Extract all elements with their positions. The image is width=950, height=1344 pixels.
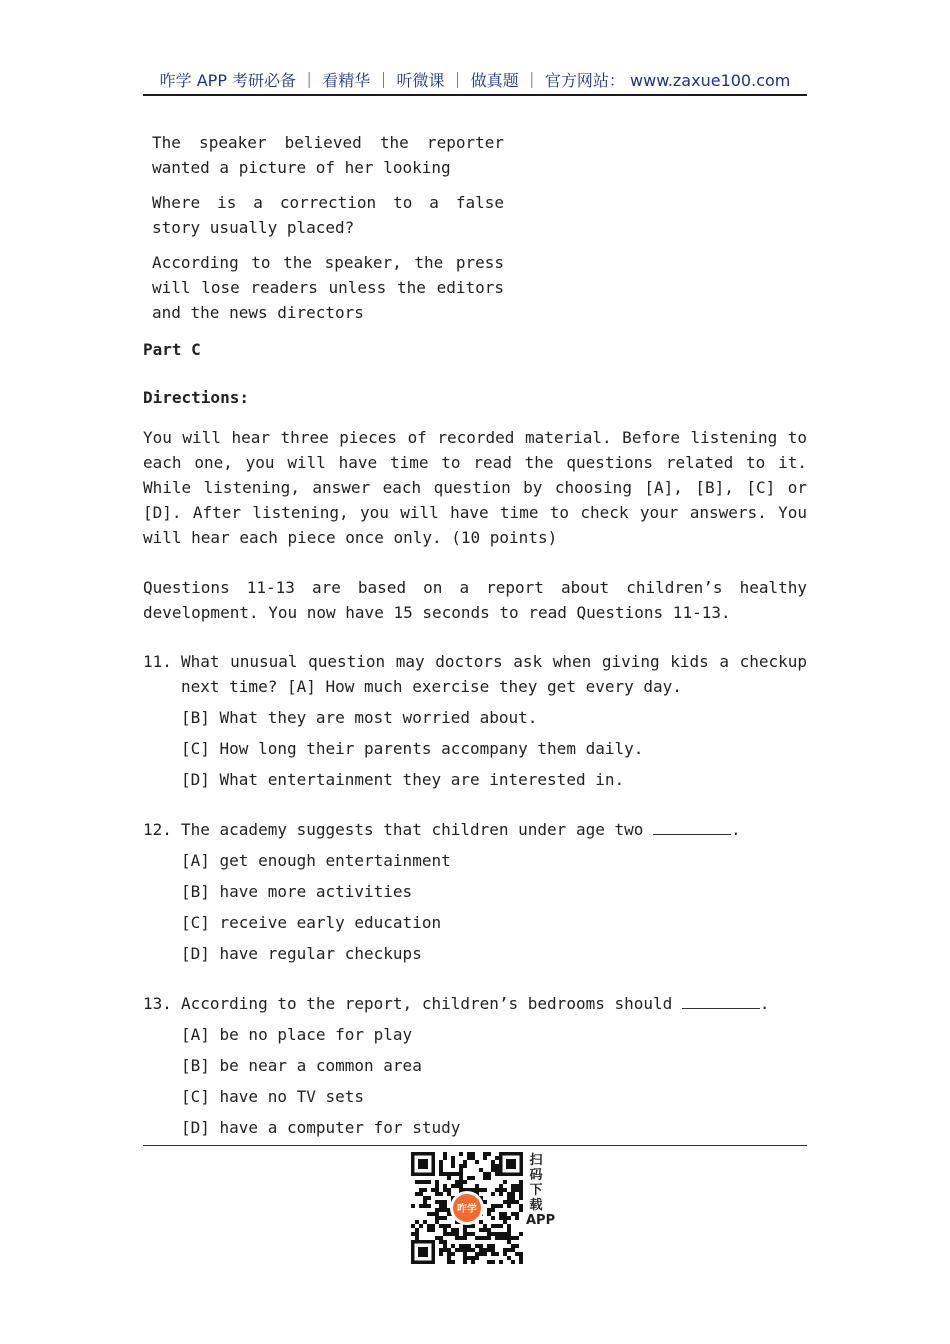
answer-blank (653, 820, 731, 835)
header-microlessons: 听微课 (396, 71, 445, 90)
header-separator: ｜ (301, 71, 318, 90)
option-d[interactable]: [D] have regular checkups (181, 944, 422, 963)
question-13 (143, 991, 807, 1143)
header-separator: ｜ (449, 71, 466, 90)
option-c[interactable]: [C] receive early education (181, 913, 442, 932)
option-b[interactable]: [B] What they are most worried about. (181, 708, 538, 727)
header-website-label: 官方网站： (544, 71, 625, 90)
option-b[interactable]: [B] have more activities (181, 882, 413, 901)
question-stem: According to the report, children’s bedrooms should (181, 994, 673, 1013)
qr-badge-label: 咋学 (457, 1204, 477, 1215)
question-11 (143, 649, 807, 795)
question-number: 11. (143, 652, 172, 671)
header-separator: ｜ (375, 71, 392, 90)
question-12 (143, 817, 807, 969)
previous-item: Where is a correction to a false story usually placed? (152, 193, 504, 237)
stem-end: . (731, 820, 741, 839)
header-website-link[interactable]: www.zaxue100.com (630, 71, 791, 90)
option-b[interactable]: [B] be near a common area (181, 1056, 422, 1075)
header-brand: 咋学 APP 考研必备 (159, 71, 297, 90)
option-a[interactable]: [A] get enough entertainment (181, 851, 451, 870)
option-c[interactable]: [C] How long their parents accompany them daily. (181, 739, 644, 758)
directions-text: You will hear three pieces of recorded material. Before listening to each one, you will have time to read the questions related to it. While listening, answer each question by choosing [A], [B], [C] or [D]. After listening, you will have time to check your answers. You will hear each piece once only. (10 points) (143, 428, 807, 547)
option-d[interactable]: [D] have a computer for study (181, 1118, 461, 1137)
header-highlights: 看精华 (322, 71, 371, 90)
scan-download-text: 扫码下载APP (526, 1153, 556, 1228)
footer-divider (143, 1145, 807, 1146)
previous-item: The speaker believed the reporter wanted a picture of her looking (152, 133, 504, 177)
questions-intro: Questions 11-13 are based on a report about children’s healthy development. You now have 15 seconds to read Questions 11-13. (143, 578, 807, 622)
question-stem: What unusual question may doctors ask when giving kids a checkup next time? [A] How much exercise they get every day. (181, 652, 807, 696)
header-separator: ｜ (523, 71, 540, 90)
part-title: Part C (143, 340, 201, 359)
qr-code-icon[interactable] (409, 1150, 525, 1266)
question-number: 12. (143, 820, 172, 839)
previous-item: According to the speaker, the press will lose readers unless the editors and the news directors (152, 253, 504, 322)
question-number: 13. (143, 994, 172, 1013)
previous-question-stems (152, 130, 504, 335)
directions-label: Directions: (143, 388, 249, 407)
question-stem: The academy suggests that children under age two (181, 820, 644, 839)
qr-code-graphic (409, 1150, 525, 1266)
option-d[interactable]: [D] What entertainment they are interested in. (181, 770, 625, 789)
option-c[interactable]: [C] have no TV sets (181, 1087, 365, 1106)
page-header (143, 68, 807, 96)
option-a[interactable]: [A] be no place for play (181, 1025, 413, 1044)
stem-end: . (759, 994, 770, 1013)
answer-blank (682, 994, 760, 1009)
header-real-exams: 做真题 (470, 71, 519, 90)
